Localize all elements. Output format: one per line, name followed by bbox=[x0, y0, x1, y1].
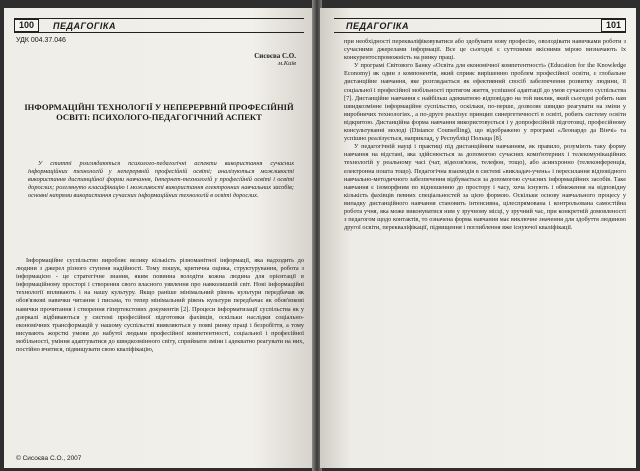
left-page bbox=[4, 8, 314, 468]
author-city: м.Київ bbox=[278, 60, 296, 67]
abstract-text: У статті розглядаються психолого-педагогічні аспекти використання сучасних інформаційних технологій у неперервній професійній освіті; аналізуються можливості використання дистанційної форми навчання, Інтернет-технологій у професійній освіті і освіті дорослих; розглянуто класифікацію і можливості використання електронних навчальних засобів; основні напрями використання сучасних інформаційних технологій в освіті дорослих. bbox=[28, 160, 294, 200]
right-page-number: 101 bbox=[601, 19, 626, 32]
right-body-text bbox=[344, 38, 626, 232]
left-page-number: 100 bbox=[14, 19, 39, 32]
body-paragraph: У педагогічній науці і практиці під дистанційним навчанням, як правило, розуміють таку форму навчання на відстані, яка здійснюється за допомогою сучасних комп'ютерних і телекомунікаційних технологій у реальному часі (чат, відеозв'язок, телефон, тощо), або асинхронно (телеконференція, електронна пошта тощо). Педагогічна взаємодія в системі «викладач-учень» і пересилання відповідного навчально-методичного забезпечення відбувається за допомогою сучасних інформаційних засобів. Таке навчання є ізоморфним по відношенню до простору і часу, хоча існують і обмеження на відповідну кількість фахівців певних спеціальностей за цією формою. Оскільки основу навчального процесу у випадку дистанційного навчання становить інтенсивна, цілеспрямована і контрольована самостійна робота учня, яка може виконуватися ним у зручному місці, у зручний час, при конкретній домовленості з педагогом щодо контактів, то означена форма навчання має виключне значення для здобуття людиною другої освіти, перекваліфікації, підвищення і поглиблення вже існуючої кваліфікації. bbox=[344, 143, 626, 232]
author-name: Сисоєва С.О. bbox=[254, 52, 296, 60]
body-paragraph: при необхідності перекваліфіковуватися або здобувати нову професію, оволодівати навичками роботи з сучасними джерелами інформації. Все це сьогодні є суттєвими якісними мірою визначають їх конкурентоспроможність на ринку праці. bbox=[344, 38, 626, 62]
body-paragraph: Інформаційне суспільство виробляє велику кількість різноманітної інформації, яка надходить до людини з джерел різного ступеня надійності. Тому пошук, критична оцінка, структурування, робота з інформацією - це стратегічне знання, яким повинна володіти кожна людина для орієнтації в інформаційному просторі і створення свого власного уявлення про навколишній світ. Нові інформаційні технології впливають і на нашу культуру. Якщо раніше мінімальний рівень культури передбачав як обов'язкові навички читання і письма, то тепер мінімальний рівень культури передбачає як обов'язкові навички прочитання і створення гіпертекстових документів [2]. Процеси інформатизації суспільства як у дзеркалі відбиваються у системі професійної підготовки фахівців, оскільки наслідки соціально-економічних трансформацій у нашому суспільстві виявляються у появі ринку праці і безробіття, а тому висувають жорсткі умови до набутої людьми професійної компетентності, соціальної і професійної мобільності, уміння адаптуватися до швидкозмінного світу, сприймати зміни і адекватно реагувати на них, постійно вчитися, підвищувати свою кваліфікацію, bbox=[16, 257, 304, 354]
right-header-title: ПЕДАГОГІКА bbox=[346, 20, 409, 31]
article-title: ІНФОРМАЦІЙНІ ТЕХНОЛОГІЇ У НЕПЕРЕРВНІЙ ПРОФЕСІЙНІЙ ОСВІТІ: ПСИХОЛОГО-ПЕДАГОГІЧНИЙ АСПЕКТ bbox=[24, 102, 294, 123]
body-paragraph: У програмі Світового Банку «Освіта для економічної компетентності» (Education for the Knowledge Economy) як один з компонентів, який сприяє вирішенню проблем професійної освіти, є глобальне дистанційне навчання, яке розглядається як ефективний спосіб забезпечення розвитку людини, її соціальної і професійної мобільності протягом життя, успішної адаптації до умов сучасного суспільства [7]. Дистанційне навчання є найбільш адекватною відповіддю на той виклик, який сьогодні робить нам швидкозмінне інформаційне суспільство, оскільки, по-перше, дозволяє швидко реагувати на зміни у виробничих технологіях., а по-друге реалізує принцип синергетичності в освіті, робить систему освіти відкритою. Дистанційна форма навчання використовується і у допрофесійній підготовці, професійному консультуванні молоді (Distance Counselling), що відображено у програмі «Леонардо да Вінчі» та успішно реалізується, наприклад, у Республіці Польща [8]. bbox=[344, 62, 626, 143]
article-abstract bbox=[28, 160, 294, 200]
udc-code: УДК 004.37.046 bbox=[16, 37, 66, 44]
right-running-header bbox=[334, 18, 626, 33]
left-body-text bbox=[16, 257, 304, 354]
left-running-header bbox=[14, 18, 304, 33]
copyright-line: © Сисоєва С.О., 2007 bbox=[16, 455, 82, 462]
right-page bbox=[320, 8, 636, 468]
left-header-title: ПЕДАГОГІКА bbox=[53, 20, 116, 31]
